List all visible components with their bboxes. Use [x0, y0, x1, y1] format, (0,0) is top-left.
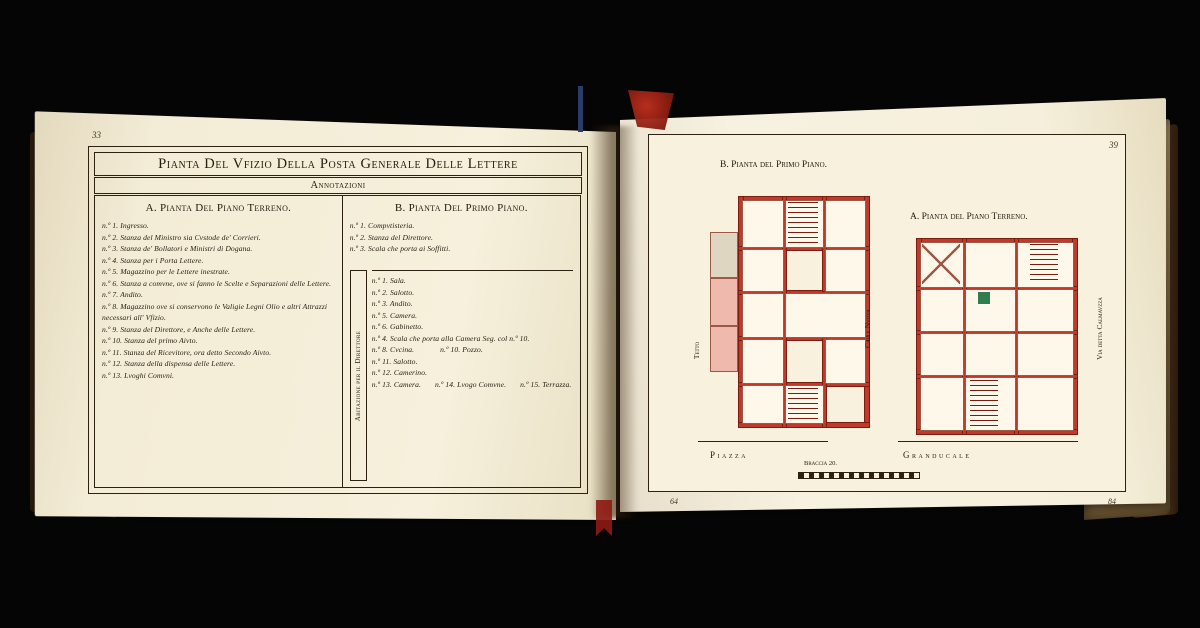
- room: [742, 293, 784, 338]
- list-item: n.º 1. Compvtisteria.: [349, 221, 415, 230]
- list-item: n.º 12. Stanza della dispensa delle Lettere.: [102, 359, 236, 369]
- staircase-hatch: [970, 380, 998, 426]
- director-apartment-list: [372, 270, 573, 481]
- label-tetto: Tetto: [692, 341, 702, 360]
- list-item: n.º 4. Stanza per i Porta Lettere.: [102, 255, 204, 265]
- right-page-content: [648, 134, 1126, 506]
- column-a-ground-floor: [94, 195, 343, 488]
- scale-bar: [798, 460, 958, 480]
- list-item: n.º 10. Stanza del primo Aivto.: [102, 336, 198, 346]
- list-item: n.º 5. Magazzino per le Lettere inestrate.: [102, 267, 230, 277]
- vertical-label-box: [350, 270, 367, 481]
- list-item: n.º 3. Stanza de' Bollatori e Ministri di Dogana.: [102, 244, 253, 254]
- list-item: n.º 1. Sala.: [371, 276, 406, 285]
- room: [825, 249, 866, 292]
- green-marker: [978, 292, 990, 304]
- list-item: n.º 13. Lvoghi Comvni.: [102, 370, 175, 380]
- room-annex: [710, 326, 738, 372]
- list-item: n.º 2. Stanza del Direttore.: [349, 232, 434, 242]
- ribbon-tail: [596, 500, 612, 536]
- annotation-columns: [94, 195, 582, 488]
- director-apartment-block: [350, 270, 573, 481]
- staircase-hatch: [788, 202, 818, 244]
- room: [742, 249, 784, 292]
- open-book: [30, 108, 1170, 538]
- ribbon-marker: [578, 86, 583, 132]
- list-item: n.º 8. Cvcina.: [371, 345, 415, 355]
- room: [1017, 289, 1074, 332]
- scale-ticks: [798, 472, 920, 479]
- street-rule-left: [698, 441, 828, 442]
- street-rule-right: [898, 441, 1078, 442]
- list-item: n.º 6. Gabinetto.: [371, 322, 424, 332]
- list-item: n.º 8. Magazzino ove si conservono le Valigie Legni Olio e altri Attrazzi necessari all' Vfizio.: [102, 301, 328, 323]
- column-a-heading: A. Pianta Del Piano Terreno.: [145, 202, 292, 214]
- list-item: n.º 4. Scala che porta alla Camera Seg. col n.º 10.: [371, 333, 530, 343]
- room: [1017, 333, 1074, 376]
- book-gutter: [590, 126, 638, 518]
- document-title-band: [94, 152, 582, 176]
- list-item: n.º 12. Camerino.: [371, 368, 428, 378]
- room: [785, 293, 866, 338]
- room: [965, 289, 1016, 332]
- plan-a-drawing: [906, 234, 1086, 439]
- staircase-hatch: [1030, 244, 1058, 284]
- room-annex: [710, 278, 738, 326]
- column-b-heading: B. Pianta Del Primo Piano.: [394, 202, 528, 214]
- label-via-calmavzza: Via detta Calmavzza: [1094, 297, 1104, 360]
- list-item: n.º 6. Stanza a comvne, ove si fanno le Scelte e Separazioni delle Lettere.: [102, 278, 332, 288]
- stamp-bottom-right: 84: [1108, 497, 1116, 506]
- folio-number-left: 33: [92, 130, 101, 140]
- left-page-content: [88, 130, 588, 494]
- list-item: n.º 9. Stanza del Direttore, e Anche delle Lettere.: [102, 324, 256, 334]
- list-item: n.º 3. Scala che porta ai Soffitti.: [349, 244, 451, 254]
- room-annex: [710, 232, 738, 278]
- list-item: n.º 14. Lvogo Comvne.: [435, 379, 507, 389]
- scale-caption: Braccia 20.: [804, 460, 837, 467]
- room: [965, 242, 1016, 288]
- list-item: n.º 7. Andito.: [102, 290, 143, 300]
- annotations-band: [94, 177, 582, 194]
- plan-a-caption: A. Pianta del Piano Terreno.: [910, 212, 1028, 222]
- list-item: n.º 1. Ingresso.: [102, 221, 149, 230]
- street-label-granducale: Granducale: [903, 450, 972, 460]
- room: [1017, 377, 1074, 431]
- room: [742, 200, 784, 248]
- room: [920, 377, 964, 431]
- room: [825, 339, 866, 384]
- staircase-hatch: [788, 388, 818, 420]
- room: [825, 200, 866, 248]
- list-item: n.º 11. Stanza del Ricevitore, ora detto Secondo Aivto.: [102, 347, 272, 357]
- list-item: n.º 10. Pozzo.: [440, 345, 483, 355]
- list-item: n.º 3. Andito.: [371, 299, 413, 309]
- room: [920, 289, 964, 332]
- list-item: n.º 11. Salotto.: [371, 356, 418, 366]
- room: [742, 339, 784, 384]
- column-b-first-floor: [342, 195, 581, 488]
- plan-b-drawing: [710, 186, 870, 436]
- room: [742, 385, 784, 424]
- label-calle-nvova: Calle Nvova: [862, 309, 872, 348]
- room: [920, 333, 964, 376]
- list-item: n.º 5. Camera.: [371, 310, 418, 320]
- room: [965, 333, 1016, 376]
- list-item: n.º 2. Stanza del Ministro sia Cvstode de' Corrieri.: [102, 232, 261, 242]
- courtyard: [922, 244, 960, 284]
- annotations-header: Annotazioni: [310, 180, 366, 191]
- stamp-bottom-left: 64: [670, 497, 678, 506]
- vertical-label-text: Abitazione per il Direttore: [354, 330, 363, 421]
- list-item: n.º 13. Camera.: [371, 379, 421, 389]
- list-item: n.º 15. Terrazza.: [520, 379, 572, 389]
- list-item: n.º 2. Salotto.: [371, 287, 415, 297]
- street-label-piazza: Piazza: [710, 450, 748, 460]
- page-title: Pianta Del Vfizio Della Posta Generale Delle Lettere: [158, 155, 518, 172]
- plan-b-caption: B. Pianta del Primo Piano.: [720, 160, 828, 170]
- folio-number-right: 39: [1109, 140, 1118, 150]
